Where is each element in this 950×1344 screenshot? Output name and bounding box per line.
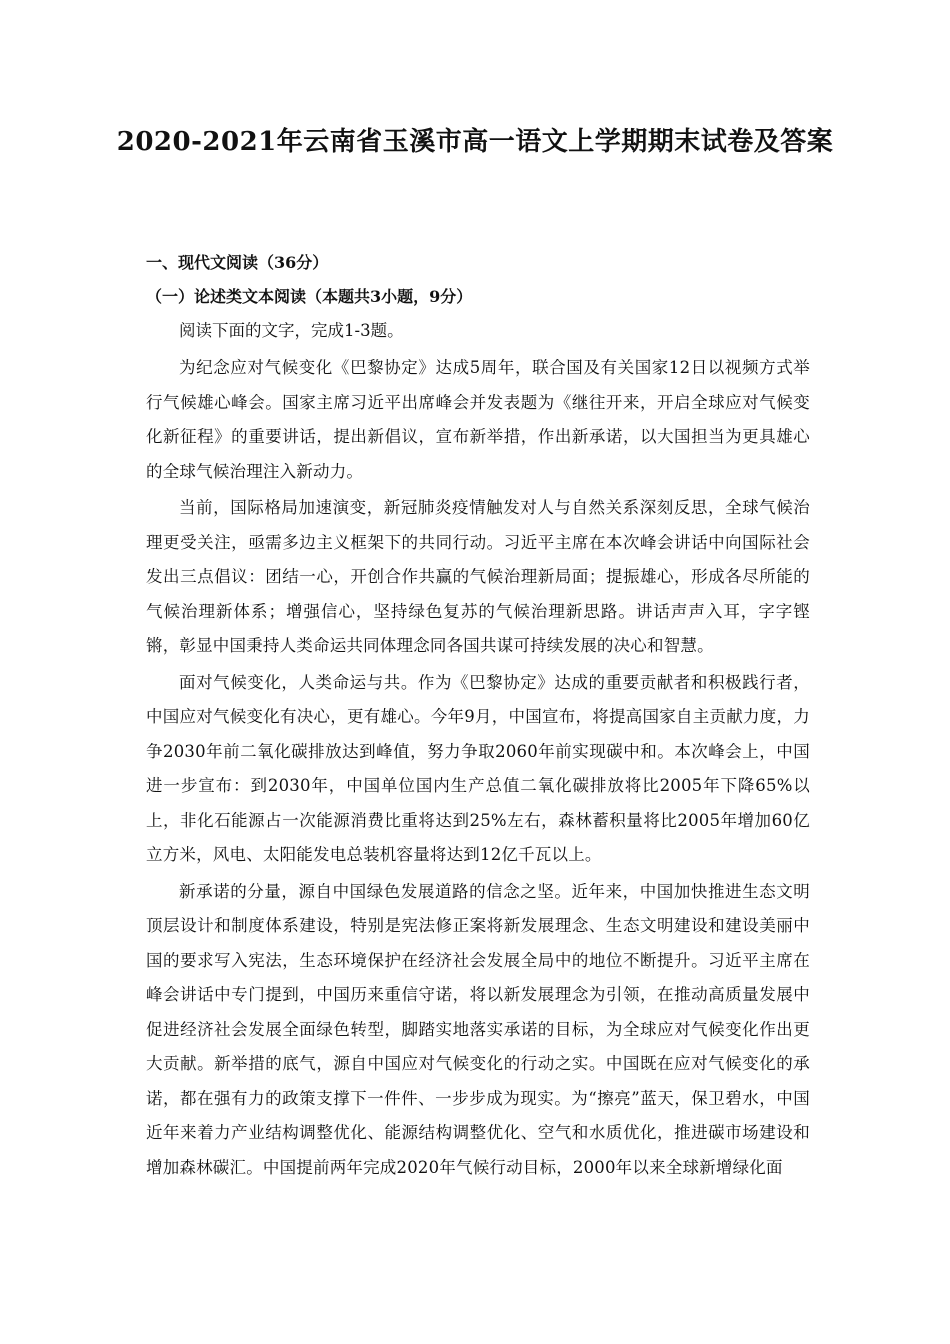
document-body — [146, 248, 810, 1185]
document-title: 2020-2021年云南省玉溪市高一语文上学期期末试卷及答案 — [116, 127, 834, 157]
paragraph-3: 面对气候变化，人类命运与共。作为《巴黎协定》达成的重要贡献者和积极践行者，中国应对气候变化有决心，更有雄心。今年9月，中国宣布，将提高国家自主贡献力度，力争2030年前二氧化碳排放达到峰值，努力争取2060年前实现碳中和。本次峰会上，中国进一步宣布：到2030年，中国单位国内生产总值二氧化碳排放将比2005年下降65%以上，非化石能源占一次能源消费比重将达到25%左右，森林蓄积量将比2005年增加60亿立方米，风电、太阳能发电总装机容量将达到12亿千瓦以上。 — [146, 672, 810, 864]
reading-instruction: 阅读下面的文字，完成1-3题。 — [179, 321, 404, 340]
section-heading: 一、现代文阅读（36分） — [146, 253, 329, 272]
subsection-heading: （一）论述类文本阅读（本题共3小题，9分） — [146, 287, 473, 306]
paragraph-4: 新承诺的分量，源自中国绿色发展道路的信念之坚。近年来，中国加快推进生态文明顶层设计和制度体系建设，特别是宪法修正案将新发展理念、生态文明建设和建设美丽中国的要求写入宪法，生态环境保护在经济社会发展全局中的地位不断提升。习近平主席在峰会讲话中专门提到，中国历来重信守诺，将以新发展理念为引领，在推动高质量发展中促进经济社会发展全面绿色转型，脚踏实地落实承诺的目标，为全球应对气候变化作出更大贡献。新举措的底气，源自中国应对气候变化的行动之实。中国既在应对气候变化的承诺，都在强有力的政策支撑下一件件、一步步成为现实。为“擦亮”蓝天，保卫碧水，中国近年来着力产业结构调整优化、能源结构调整优化、空气和水质优化，推进碳市场建设和增加森林碳汇。中国提前两年完成2020年气候行动目标，2000年以来全球新增绿化面 — [146, 881, 810, 1177]
paragraph-1: 为纪念应对气候变化《巴黎协定》达成5周年，联合国及有关国家12日以视频方式举行气候雄心峰会。国家主席习近平出席峰会并发表题为《继往开来，开启全球应对气候变化新征程》的重要讲话，提出新倡议，宣布新举措，作出新承诺，以大国担当为更具雄心的全球气候治理注入新动力。 — [146, 358, 810, 481]
paragraph-2: 当前，国际格局加速演变，新冠肺炎疫情触发对人与自然关系深刻反思，全球气候治理更受关注，亟需多边主义框架下的共同行动。习近平主席在本次峰会讲话中向国际社会发出三点倡议：团结一心，开创合作共赢的气候治理新局面；提振雄心，形成各尽所能的气候治理新体系；增强信心，坚持绿色复苏的气候治理新思路。讲话声声入耳，字字铿锵，彰显中国秉持人类命运共同体理念同各国共谋可持续发展的决心和智慧。 — [146, 498, 810, 655]
